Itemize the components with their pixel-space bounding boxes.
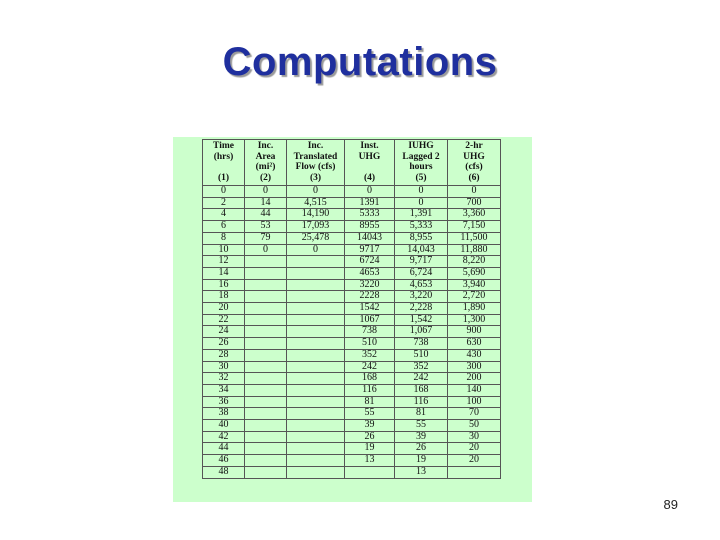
table-cell — [287, 431, 345, 443]
table-cell — [287, 384, 345, 396]
table-row — [203, 197, 501, 209]
table-cell: 44 — [245, 209, 287, 221]
table-cell: 81 — [395, 408, 448, 420]
table-row — [203, 186, 501, 198]
table-cell — [287, 303, 345, 315]
table-cell: 2,228 — [395, 303, 448, 315]
table-cell — [287, 314, 345, 326]
table-cell — [287, 420, 345, 432]
table-cell: 0 — [395, 186, 448, 198]
table-cell — [287, 408, 345, 420]
computations-table — [202, 139, 501, 479]
table-cell: 2 — [203, 197, 245, 209]
table-cell: 44 — [203, 443, 245, 455]
table-cell: 30 — [203, 361, 245, 373]
table-cell: 32 — [203, 373, 245, 385]
table-cell: 0 — [395, 197, 448, 209]
table-cell: 38 — [203, 408, 245, 420]
table-cell — [448, 466, 501, 478]
table-cell — [245, 256, 287, 268]
table-cell: 16 — [203, 279, 245, 291]
table-cell: 6724 — [345, 256, 395, 268]
table-cell: 7,150 — [448, 221, 501, 233]
table-cell: 11,880 — [448, 244, 501, 256]
table-row — [203, 291, 501, 303]
table-cell: 0 — [245, 186, 287, 198]
table-cell — [245, 443, 287, 455]
table-cell: 70 — [448, 408, 501, 420]
table-cell: 0 — [448, 186, 501, 198]
table-cell: 13 — [345, 455, 395, 467]
table-cell: 5,333 — [395, 221, 448, 233]
table-cell — [287, 279, 345, 291]
table-cell: 28 — [203, 349, 245, 361]
table-cell: 14 — [203, 267, 245, 279]
table-cell: 20 — [448, 455, 501, 467]
table-cell: 630 — [448, 338, 501, 350]
table-cell: 14 — [245, 197, 287, 209]
table-cell: 1542 — [345, 303, 395, 315]
table-cell — [287, 373, 345, 385]
table-cell — [245, 384, 287, 396]
header-inc-area: Inc. Area (mi²) (2) — [245, 140, 287, 186]
table-cell — [245, 326, 287, 338]
table-cell — [287, 349, 345, 361]
table-cell — [287, 361, 345, 373]
header-time: Time (hrs) (1) — [203, 140, 245, 186]
table-cell: 13 — [395, 466, 448, 478]
page-number: 89 — [663, 497, 678, 512]
table-cell — [287, 466, 345, 478]
table-cell: 4 — [203, 209, 245, 221]
table-row — [203, 279, 501, 291]
table-cell — [245, 291, 287, 303]
table-cell — [287, 455, 345, 467]
table-cell: 18 — [203, 291, 245, 303]
table-cell — [245, 408, 287, 420]
table-cell — [245, 455, 287, 467]
table-cell — [245, 338, 287, 350]
table-cell: 19 — [345, 443, 395, 455]
table-cell: 9717 — [345, 244, 395, 256]
table-cell: 12 — [203, 256, 245, 268]
table-row — [203, 408, 501, 420]
header-2hr-uhg: 2-hr UHG (cfs) (6) — [448, 140, 501, 186]
table-row — [203, 431, 501, 443]
slide-title: Computations — [222, 40, 498, 84]
table-cell — [245, 396, 287, 408]
table-cell: 168 — [345, 373, 395, 385]
table-cell: 25,478 — [287, 232, 345, 244]
table-cell: 24 — [203, 326, 245, 338]
table-cell: 1,542 — [395, 314, 448, 326]
table-row — [203, 455, 501, 467]
table-cell — [245, 466, 287, 478]
table-cell — [287, 326, 345, 338]
table-row — [203, 256, 501, 268]
table-cell: 6,724 — [395, 267, 448, 279]
header-inc-translated-flow: Inc. Translated Flow (cfs) (3) — [287, 140, 345, 186]
table-row — [203, 338, 501, 350]
table-cell: 1,890 — [448, 303, 501, 315]
table-row — [203, 396, 501, 408]
table-cell: 79 — [245, 232, 287, 244]
table-cell — [287, 338, 345, 350]
table-cell: 352 — [395, 361, 448, 373]
table-cell: 34 — [203, 384, 245, 396]
table-cell: 4,653 — [395, 279, 448, 291]
table-cell: 1391 — [345, 197, 395, 209]
table-row — [203, 267, 501, 279]
table-cell: 81 — [345, 396, 395, 408]
table-cell: 3,940 — [448, 279, 501, 291]
table-cell: 430 — [448, 349, 501, 361]
table-cell: 1,300 — [448, 314, 501, 326]
table-cell: 14,043 — [395, 244, 448, 256]
header-row — [203, 140, 501, 186]
table-cell: 1,391 — [395, 209, 448, 221]
table-row — [203, 443, 501, 455]
table-cell: 0 — [245, 244, 287, 256]
table-cell: 300 — [448, 361, 501, 373]
table-row — [203, 326, 501, 338]
table-row — [203, 384, 501, 396]
table-cell: 8,220 — [448, 256, 501, 268]
table-cell — [287, 443, 345, 455]
header-iuhg-lagged: IUHG Lagged 2 hours (5) — [395, 140, 448, 186]
table-cell: 3,220 — [395, 291, 448, 303]
table-cell — [245, 279, 287, 291]
header-inst-uhg: Inst. UHG (4) — [345, 140, 395, 186]
table-cell: 5333 — [345, 209, 395, 221]
table-row — [203, 373, 501, 385]
table-row — [203, 314, 501, 326]
table-cell: 26 — [203, 338, 245, 350]
table-cell — [245, 303, 287, 315]
table-row — [203, 420, 501, 432]
table-cell: 200 — [448, 373, 501, 385]
table-cell: 100 — [448, 396, 501, 408]
table-cell: 0 — [203, 186, 245, 198]
table-row — [203, 361, 501, 373]
table-cell — [245, 373, 287, 385]
table-row — [203, 209, 501, 221]
table-cell: 1,067 — [395, 326, 448, 338]
table-cell — [287, 291, 345, 303]
table-cell: 116 — [345, 384, 395, 396]
table-cell: 53 — [245, 221, 287, 233]
table-cell: 55 — [395, 420, 448, 432]
table-cell: 242 — [345, 361, 395, 373]
table-cell: 10 — [203, 244, 245, 256]
table-cell: 48 — [203, 466, 245, 478]
table-cell: 3220 — [345, 279, 395, 291]
table-cell: 242 — [395, 373, 448, 385]
table-cell: 20 — [448, 443, 501, 455]
table-cell — [287, 267, 345, 279]
table-row — [203, 303, 501, 315]
table-cell: 22 — [203, 314, 245, 326]
table-cell: 11,500 — [448, 232, 501, 244]
table-cell: 14043 — [345, 232, 395, 244]
table-cell: 738 — [395, 338, 448, 350]
table-cell: 8955 — [345, 221, 395, 233]
table-cell: 700 — [448, 197, 501, 209]
table-cell: 40 — [203, 420, 245, 432]
table-cell: 39 — [395, 431, 448, 443]
table-cell: 36 — [203, 396, 245, 408]
table-cell: 1067 — [345, 314, 395, 326]
table-cell: 17,093 — [287, 221, 345, 233]
table-cell: 0 — [287, 186, 345, 198]
table-cell: 3,360 — [448, 209, 501, 221]
table-cell — [287, 256, 345, 268]
table-cell: 2228 — [345, 291, 395, 303]
table-cell — [245, 361, 287, 373]
table-cell: 14,190 — [287, 209, 345, 221]
table-cell: 510 — [345, 338, 395, 350]
table-cell: 4,515 — [287, 197, 345, 209]
table-cell: 26 — [395, 443, 448, 455]
table-cell: 168 — [395, 384, 448, 396]
table-cell: 6 — [203, 221, 245, 233]
table-cell: 55 — [345, 408, 395, 420]
table-cell: 510 — [395, 349, 448, 361]
table-cell: 352 — [345, 349, 395, 361]
table-cell: 42 — [203, 431, 245, 443]
table-cell — [245, 267, 287, 279]
table-body — [203, 186, 501, 479]
table-cell — [245, 349, 287, 361]
table-cell — [345, 466, 395, 478]
table-cell — [245, 314, 287, 326]
table-cell — [287, 396, 345, 408]
table-cell: 2,720 — [448, 291, 501, 303]
table-row — [203, 349, 501, 361]
table-cell: 9,717 — [395, 256, 448, 268]
table-cell: 140 — [448, 384, 501, 396]
table-cell: 116 — [395, 396, 448, 408]
table-cell: 20 — [203, 303, 245, 315]
table-row — [203, 221, 501, 233]
table-cell: 8,955 — [395, 232, 448, 244]
table-cell: 900 — [448, 326, 501, 338]
table-cell: 0 — [345, 186, 395, 198]
table-cell: 5,690 — [448, 267, 501, 279]
table-cell: 26 — [345, 431, 395, 443]
table-cell: 50 — [448, 420, 501, 432]
table-cell — [245, 420, 287, 432]
table-cell: 738 — [345, 326, 395, 338]
table-cell: 46 — [203, 455, 245, 467]
table-row — [203, 466, 501, 478]
table-cell: 0 — [287, 244, 345, 256]
table-cell: 8 — [203, 232, 245, 244]
table-cell: 30 — [448, 431, 501, 443]
table-panel — [173, 137, 532, 502]
table-cell: 4653 — [345, 267, 395, 279]
table-cell — [245, 431, 287, 443]
table-row — [203, 244, 501, 256]
table-cell: 39 — [345, 420, 395, 432]
table-cell: 19 — [395, 455, 448, 467]
table-row — [203, 232, 501, 244]
